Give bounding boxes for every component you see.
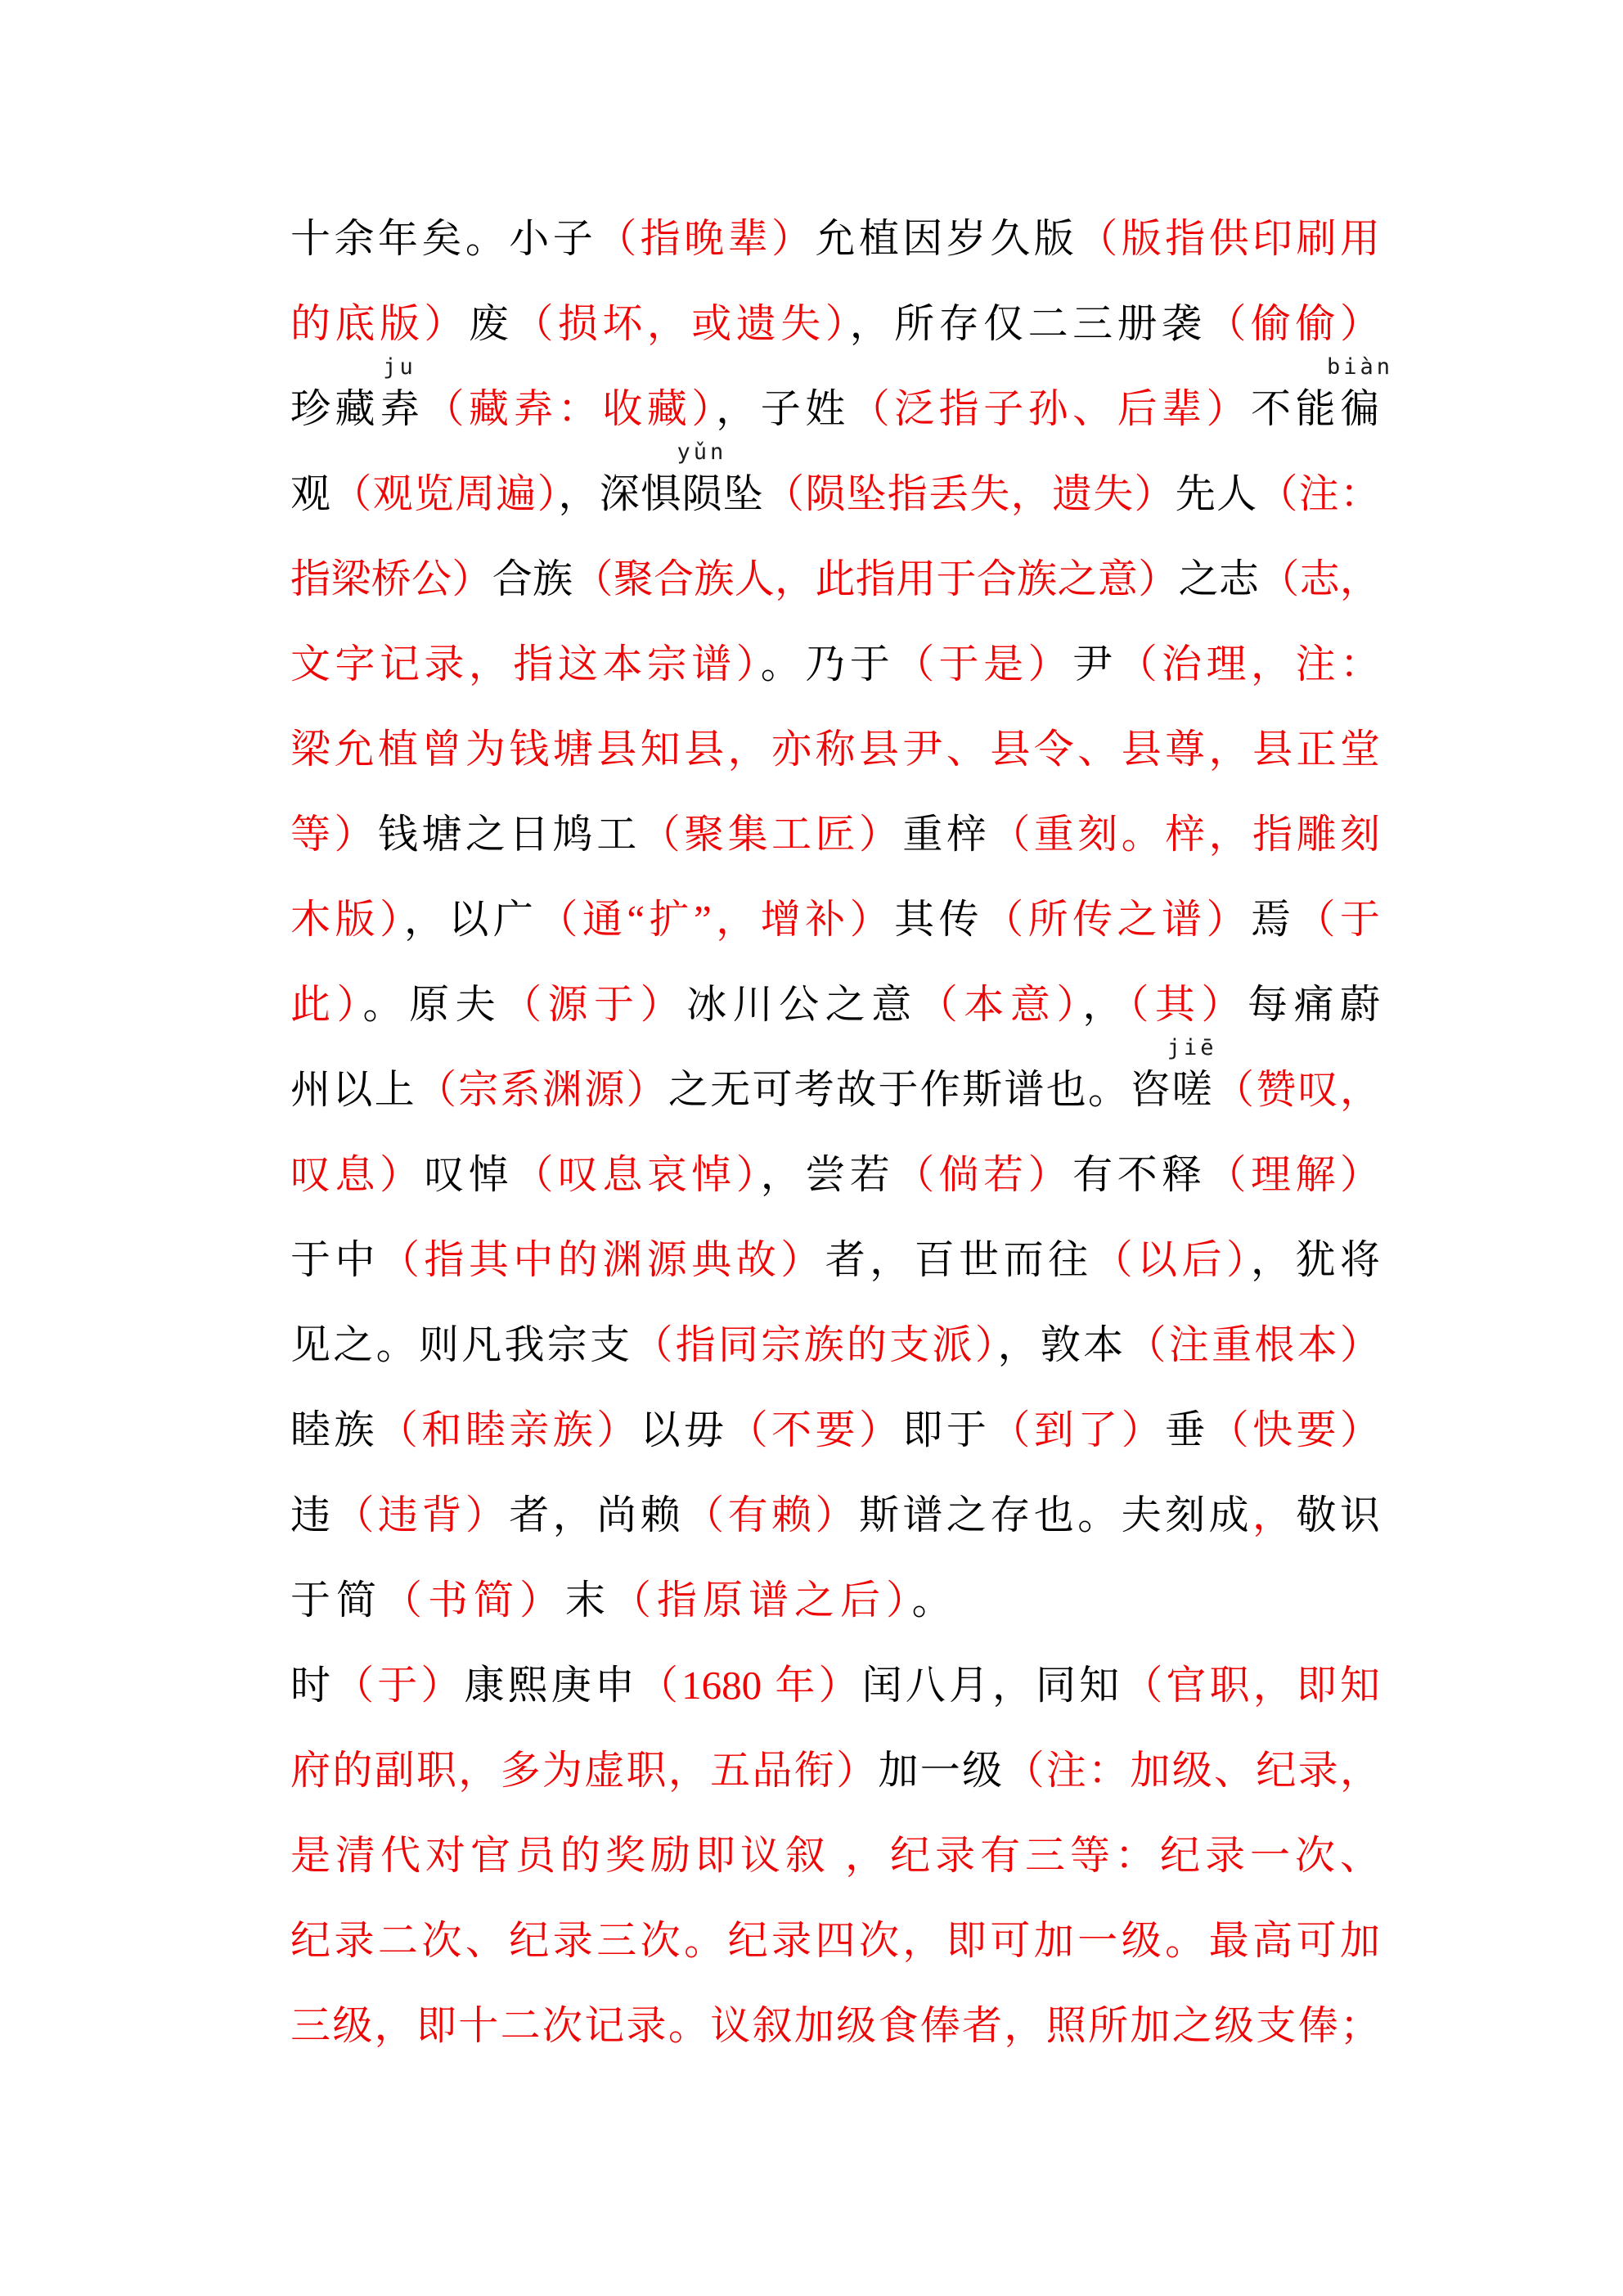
annotation-text: （指同宗族的支派） xyxy=(632,1322,998,1367)
text-line-5 xyxy=(290,537,1380,622)
main-text: 。 xyxy=(911,1578,958,1623)
annotation-text: （其） xyxy=(1128,982,1248,1027)
annotation-text: （于） xyxy=(334,1663,465,1708)
text-line-20 xyxy=(290,1813,1380,1898)
annotation-text: 等） xyxy=(290,812,378,857)
main-text: 坠 xyxy=(722,471,764,516)
main-text: 叹悼 xyxy=(424,1152,514,1197)
annotation-text: （叹息哀悼） xyxy=(513,1152,761,1197)
main-text: 弆 xyxy=(379,386,420,431)
text-line-17 xyxy=(290,1558,1380,1643)
main-text: 冰川公之意 xyxy=(686,982,918,1027)
annotation-text: （倘若） xyxy=(894,1152,1073,1197)
main-text: 于中 xyxy=(290,1237,380,1282)
main-text: ，敦本 xyxy=(997,1322,1126,1367)
annotation-text: 文字记录，指这本宗谱） xyxy=(290,642,761,687)
main-text: 不能 xyxy=(1251,386,1340,431)
text-line-18 xyxy=(290,1643,1380,1728)
annotation-text: （注：加级、纪录， xyxy=(1004,1748,1380,1793)
main-text: ，深惧 xyxy=(558,471,682,516)
main-text: 闰八月，同知 xyxy=(861,1663,1123,1708)
annotation-text: （本意） xyxy=(917,982,1083,1027)
annotation-text: 木版） xyxy=(290,897,404,942)
annotation-text: （志， xyxy=(1259,556,1380,601)
main-text: ，尝若 xyxy=(760,1152,895,1197)
document-body xyxy=(290,196,1393,2069)
main-text: 焉 xyxy=(1250,897,1296,942)
text-line-22 xyxy=(290,1983,1380,2069)
main-text: 先人 xyxy=(1175,471,1258,516)
main-text: 斯谱之存也。夫刻成 xyxy=(858,1492,1253,1537)
annotation-text: （版指供印刷用 xyxy=(1077,216,1380,261)
annotation-text: （观览周遍） xyxy=(331,471,559,516)
text-line-9 xyxy=(290,877,1380,962)
text-line-16 xyxy=(290,1473,1380,1558)
annotation-text: （不要） xyxy=(727,1407,903,1452)
main-text: 尹 xyxy=(1072,642,1117,687)
main-text: 时 xyxy=(290,1663,335,1708)
annotation-text: （治理，注： xyxy=(1117,642,1380,687)
main-text: 者，百世而往 xyxy=(825,1237,1093,1282)
annotation-text: （偷偷） xyxy=(1206,301,1380,346)
annotation-text: （源于） xyxy=(501,982,687,1027)
annotation-text: （聚合族人，此指用于合族之意） xyxy=(573,556,1179,601)
main-text: 州以上 xyxy=(290,1067,416,1112)
ruby-annotated-char xyxy=(379,353,420,434)
annotation-text: （书简） xyxy=(382,1578,566,1623)
main-text: 钱塘之日鸠工 xyxy=(377,812,641,857)
annotation-text: （指晚辈） xyxy=(596,216,816,261)
annotation-text: （于是） xyxy=(894,642,1073,687)
main-text: 十余年矣。小子 xyxy=(290,216,597,261)
annotation-text: 此） xyxy=(290,982,363,1027)
main-text: ，犹将 xyxy=(1250,1237,1380,1282)
text-line-19 xyxy=(290,1728,1380,1813)
annotation-text: 府的副职，多为虚职，五品衔） xyxy=(290,1748,879,1793)
pinyin-annotation: biàn xyxy=(1326,353,1393,380)
main-text: ，以广 xyxy=(403,897,538,942)
annotation-text: （注： xyxy=(1257,471,1380,516)
main-text: 于简 xyxy=(290,1578,383,1623)
annotation-text: 纪录二次、纪录三次。纪录四次，即可加一级。最高可加 xyxy=(290,1918,1380,1963)
annotation-text: 三级，即十二次记录。议叙加级食俸者，照所加之级支俸； xyxy=(290,2003,1380,2048)
main-text: 康熙庚申 xyxy=(464,1663,638,1708)
pinyin-annotation: ju xyxy=(383,353,416,380)
annotation-text: 指梁桥公） xyxy=(290,556,492,601)
main-text: 见之。则凡我宗支 xyxy=(290,1322,633,1367)
text-line-2 xyxy=(290,281,1380,367)
main-text: 睦族 xyxy=(290,1407,378,1452)
annotation-text: （所传之谱） xyxy=(983,897,1251,942)
annotation-text: （快要） xyxy=(1208,1407,1380,1452)
pinyin-annotation: yǔn xyxy=(677,439,727,465)
annotation-text: （违背） xyxy=(334,1492,510,1537)
text-line-15 xyxy=(290,1388,1380,1473)
annotation-text: 叹息） xyxy=(290,1152,425,1197)
text-line-8 xyxy=(290,792,1380,877)
annotation-text: （通“扩”，增补） xyxy=(537,897,895,942)
text-line-13 xyxy=(290,1218,1380,1303)
annotation-text: （1680 年） xyxy=(637,1663,862,1708)
main-text: 允植因岁久版 xyxy=(815,216,1078,261)
ruby-annotated-char xyxy=(1167,1034,1217,1115)
main-text: 每痛蔚 xyxy=(1247,982,1380,1027)
annotation-text: （到了） xyxy=(990,1407,1166,1452)
text-line-3 xyxy=(290,353,1393,452)
main-text: 合族 xyxy=(492,556,573,601)
main-text: 违 xyxy=(290,1492,335,1537)
main-text: 敬识 xyxy=(1296,1492,1380,1537)
text-line-7 xyxy=(290,707,1380,792)
main-text: 之无可考故于作斯谱也。咨 xyxy=(668,1067,1172,1112)
text-line-1 xyxy=(290,196,1380,281)
pinyin-annotation: jiē xyxy=(1167,1034,1217,1060)
annotation-text: （注重根本） xyxy=(1126,1322,1380,1367)
annotation-text: （藏弆：收藏） xyxy=(419,386,717,431)
annotation-text: 的底版） xyxy=(290,301,469,346)
main-text: 有不释 xyxy=(1072,1152,1207,1197)
main-text: 珍藏 xyxy=(290,386,380,431)
main-text: 末 xyxy=(565,1578,612,1623)
main-text: 以毋 xyxy=(640,1407,728,1452)
main-text: 重梓 xyxy=(902,812,991,857)
main-text: ，子姓 xyxy=(716,386,850,431)
annotation-text: （损坏，或遗失） xyxy=(513,301,850,346)
main-text: ，所存仅二三册袭 xyxy=(849,301,1207,346)
main-text: ， xyxy=(1082,982,1129,1027)
annotation-text: （宗系渊源） xyxy=(416,1067,668,1112)
annotation-text: （聚集工匠） xyxy=(640,812,903,857)
annotation-text: ， xyxy=(1252,1492,1297,1537)
annotation-text: （赞叹， xyxy=(1212,1067,1380,1112)
annotation-text: （陨坠指丢失，遗失） xyxy=(763,471,1176,516)
main-text: 其传 xyxy=(894,897,984,942)
annotation-text: （有赖） xyxy=(684,1492,859,1537)
annotation-text: （以后） xyxy=(1092,1237,1251,1282)
main-text: 之志 xyxy=(1178,556,1260,601)
annotation-text: （官职，即知 xyxy=(1122,1663,1380,1708)
text-line-21 xyxy=(290,1898,1380,1983)
main-text: 加一级 xyxy=(878,1748,1005,1793)
annotation-text: （泛指子孙、后辈） xyxy=(849,386,1251,431)
annotation-text: 是清代对官员的奖励即议叙 ，纪录有三等：纪录一次、 xyxy=(290,1833,1380,1878)
main-text: 垂 xyxy=(1165,1407,1209,1452)
main-text: 观 xyxy=(290,471,332,516)
annotation-text: （于 xyxy=(1295,897,1380,942)
main-text: 陨 xyxy=(681,471,722,516)
main-text: 者，尚赖 xyxy=(509,1492,685,1537)
text-line-14 xyxy=(290,1303,1380,1388)
text-line-11 xyxy=(290,1034,1380,1132)
annotation-text: 梁允植曾为钱塘县知县，亦称县尹、县令、县尊，县正堂 xyxy=(290,727,1380,772)
main-text: 。乃于 xyxy=(760,642,895,687)
annotation-text: （指其中的渊源典故） xyxy=(379,1237,825,1282)
main-text: 。原夫 xyxy=(362,982,502,1027)
text-line-12 xyxy=(290,1132,1380,1218)
annotation-text: （理解） xyxy=(1206,1152,1380,1197)
text-line-4 xyxy=(290,439,1380,537)
main-text: 嗟 xyxy=(1171,1067,1212,1112)
main-text: 废 xyxy=(468,301,514,346)
main-text: 徧 xyxy=(1339,386,1380,431)
ruby-annotated-char xyxy=(677,439,727,520)
main-text: 即于 xyxy=(902,1407,991,1452)
ruby-annotated-char xyxy=(1326,353,1393,434)
annotation-text: （重刻。梓，指雕刻 xyxy=(990,812,1380,857)
annotation-text: （和睦亲族） xyxy=(377,1407,641,1452)
annotation-text: （指原谱之后） xyxy=(611,1578,912,1623)
text-line-6 xyxy=(290,622,1380,707)
